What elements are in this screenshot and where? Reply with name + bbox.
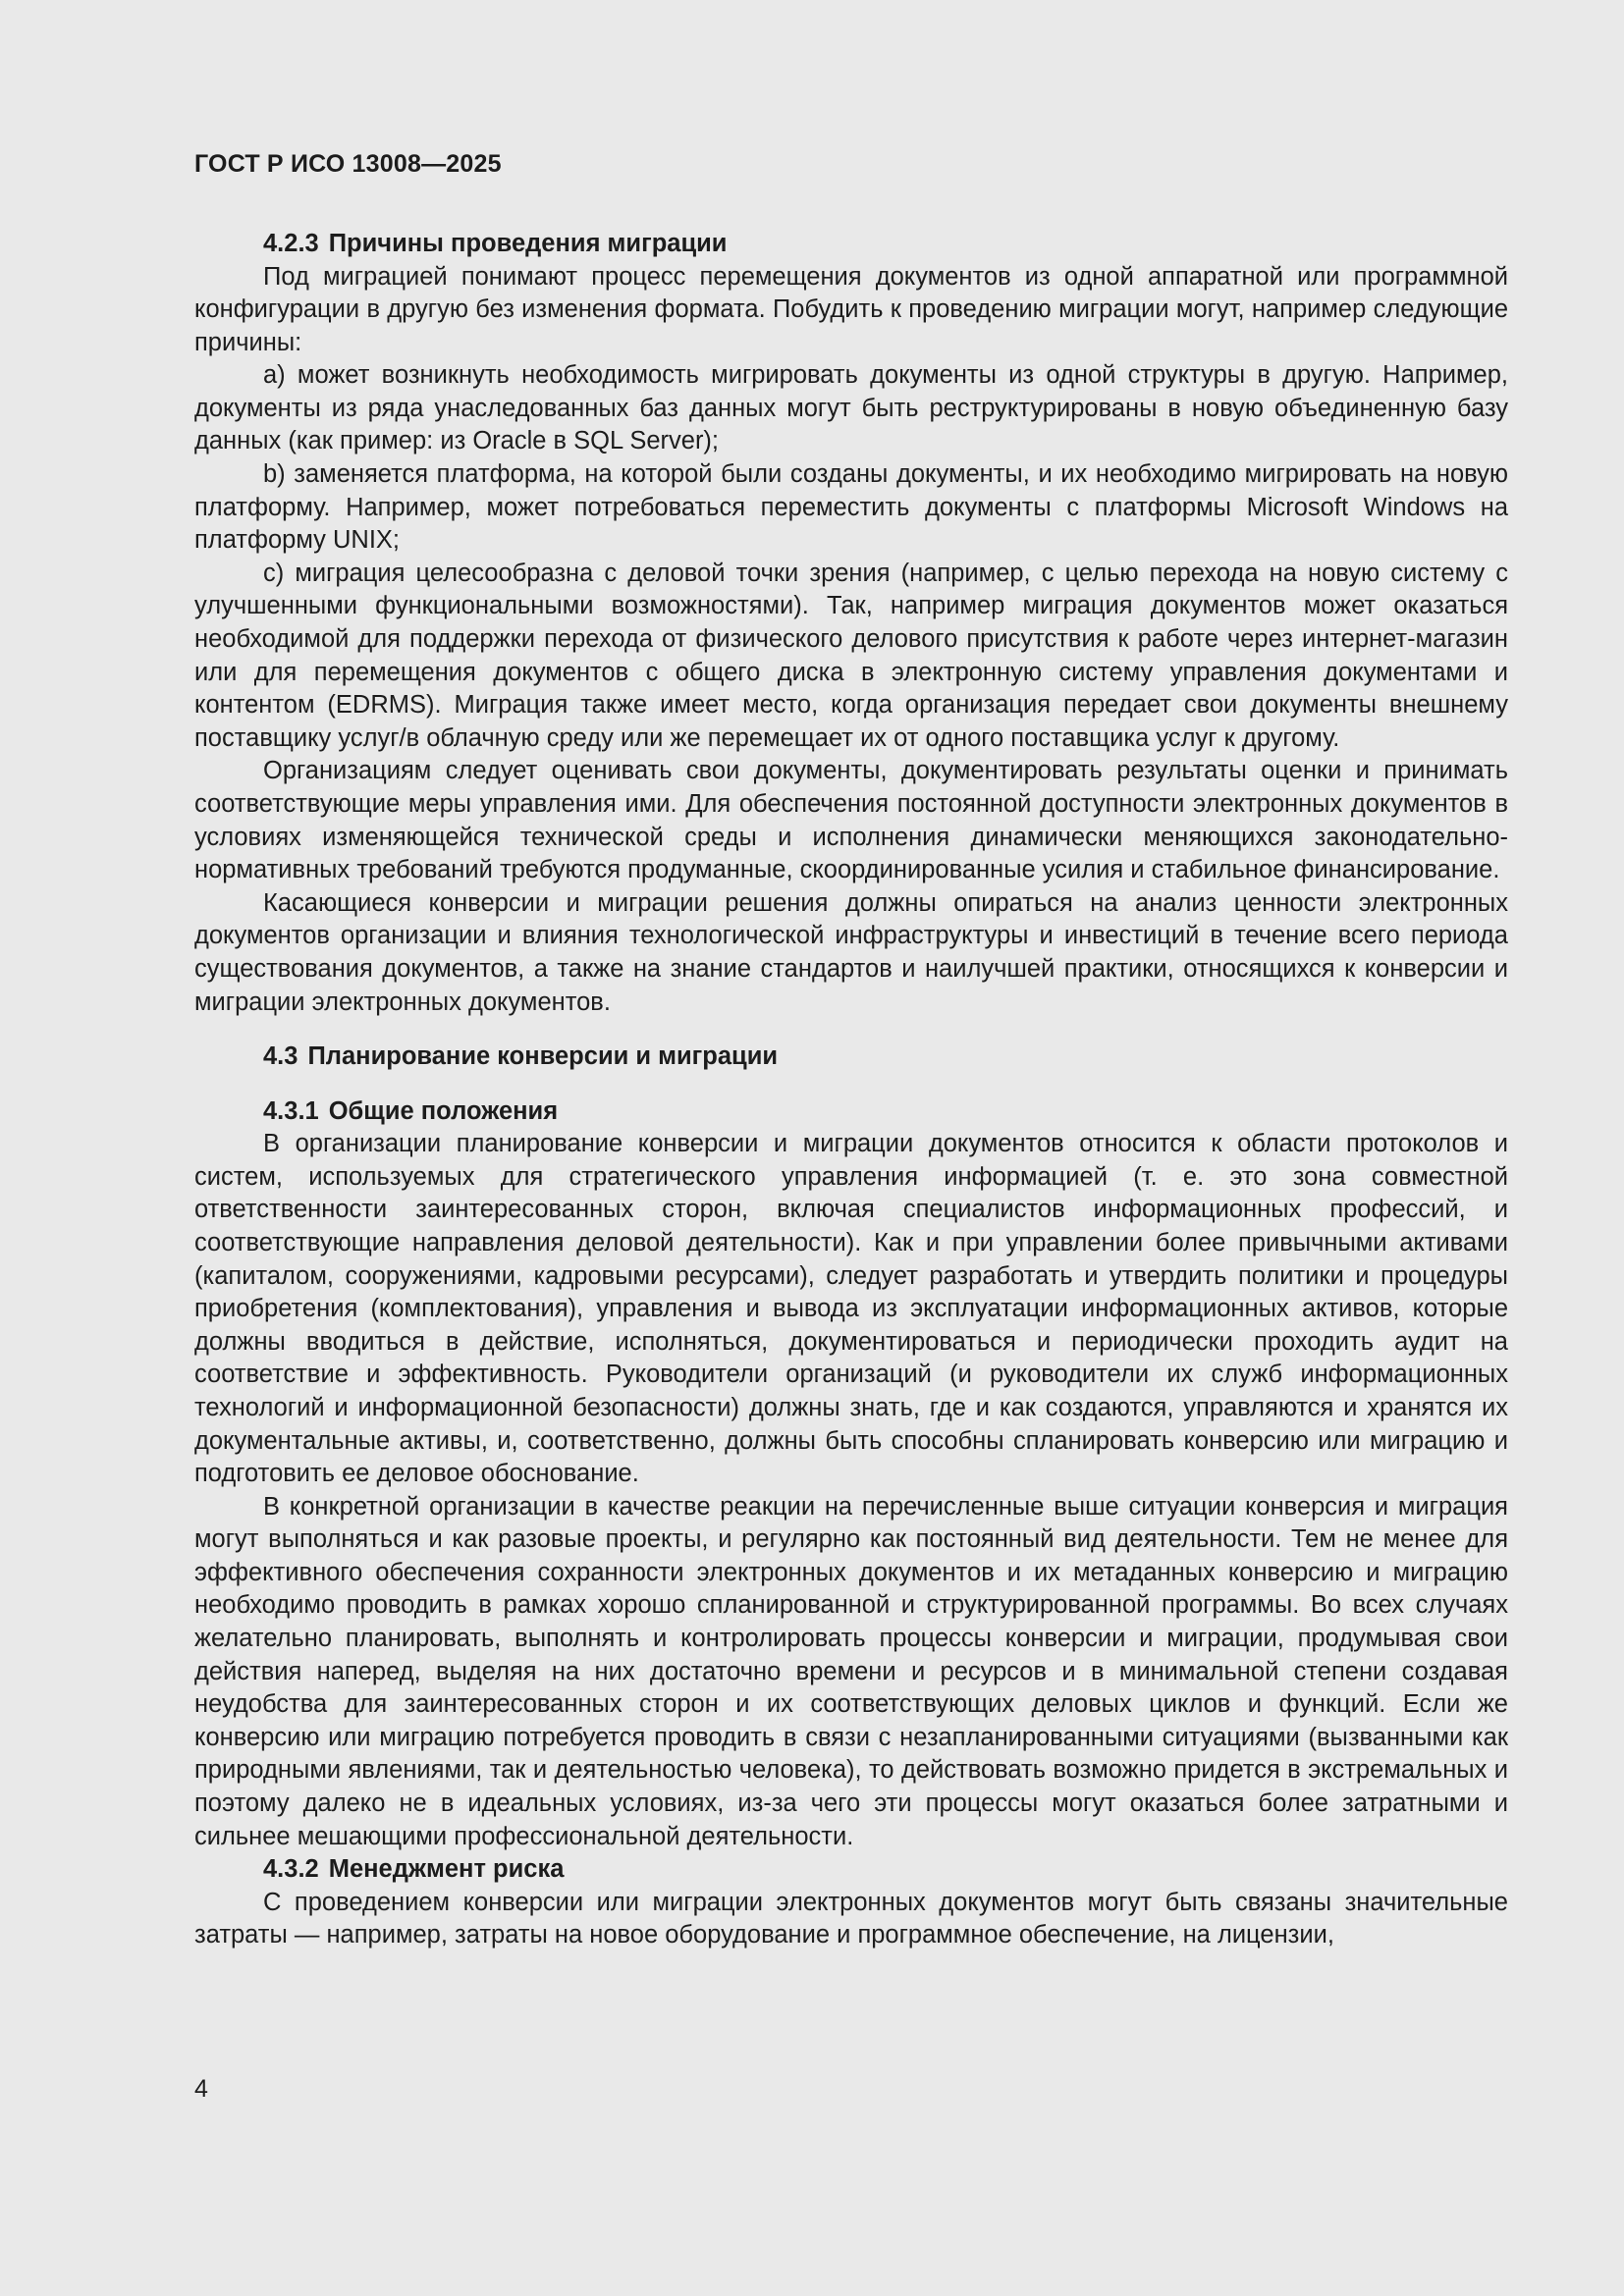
page-number: 4 [194, 2075, 208, 2103]
section-number: 4.2.3 [263, 230, 319, 257]
section-heading-4-3-2 [194, 1853, 1508, 1887]
section-number: 4.3.2 [263, 1855, 319, 1884]
paragraph: В конкретной организации в качестве реакции на перечисленные выше ситуации конверсия и миграция могут выполняться и как разовые проекты, и регулярно как постоянный вид деятельности. Тем не менее для эффективного обеспечения сохранности электронных документов и их метаданных конверсию и миграцию необходимо проводить в рамках хорошо спланированной и структурированной программы. Во всех случаях желательно планировать, выполнять и контролировать процессы конверсии и миграции, продумывая свои действия наперед, выделяя на них достаточно времени и ресурсов и в минимальной степени создавая неудобства для заинтересованных сторон и их соответствующих деловых циклов и функций. Если же конверсию или миграцию потребуется проводить в связи с незапланированными ситуациями (вызванными как природными явлениями, так и деятельностью человека), то действовать возможно придется в экстремальных и поэтому далеко не в идеальных условиях, из-за чего эти процессы могут оказаться более затратными и сильнее мешающими профессиональной деятельности. [194, 1492, 1508, 1850]
document-header: ГОСТ Р ИСО 13008—2025 [194, 150, 502, 178]
section-heading-4-3-1 [194, 1095, 1508, 1129]
list-item-c: c) миграция целесообразна с деловой точки зрения (например, с целью перехода на новую систему с улучшенными функциональными возможностями). Так, например миграция документов может оказаться необходимой для поддержки перехода от физического делового присутствия к работе через интернет-магазин или для перемещения документов с общего диска в электронную систему управления документами и контентом (EDRMS). Миграция также имеет место, когда организация передает свои документы внешнему поставщику услуг/в облачную среду или же перемещает их от одного поставщика услуг к другому. [194, 559, 1508, 752]
section-title: Планирование конверсии и миграции [307, 1042, 779, 1071]
section-number: 4.3.1 [263, 1096, 319, 1125]
paragraph: Касающиеся конверсии и миграции решения должны опираться на анализ ценности электронных документов организации и влияния технологической инфраструктуры и инвестиций в течение всего периода существования документов, а также на знание стандартов и наилучшей практики, относящихся к конверсии и миграции электронных документов. [194, 888, 1508, 1016]
section-title: Причины проведения миграции [328, 230, 728, 257]
paragraph: С проведением конверсии или миграции электронных документов могут быть связаны значительные затраты — например, затраты на новое оборудование и программное обеспечение, на лицензии, [194, 1888, 1508, 1949]
paragraph: Под миграцией понимают процесс перемещения документов из одной аппаратной или программной конфигурации в другую без изменения формата. Побудить к проведению миграции могут, например следующие причины: [194, 262, 1508, 356]
document-page [194, 147, 1508, 1952]
list-item-b: b) заменяется платформа, на которой были созданы документы, и их необходимо мигрировать на новую платформу. Например, может потребоваться переместить документы с платформы Microsoft Windows на платформу UNIX; [194, 460, 1508, 555]
section-title: Общие положения [328, 1096, 559, 1125]
section-heading-4-2-3 [194, 228, 1508, 261]
section-number: 4.3 [263, 1042, 298, 1071]
section-title: Менеджмент риска [328, 1855, 565, 1884]
paragraph: В организации планирование конверсии и миграции документов относится к области протоколов и систем, используемых для стратегического управления информацией (т. е. это зона совместной ответственности заинтересованных сторон, включая специалистов информационных профессий, и соответствующие направления деловой деятельности). Как и при управлении более привычными активами (капиталом, сооружениями, кадровыми ресурсами), следует разработать и утвердить политики и процедуры приобретения (комплектования), управления и вывода из эксплуатации информационных активов, которые должны вводиться в действие, исполняться, документироваться и периодически проходить аудит на соответствие и эффективность. Руководители организаций (и руководители их служб информационных технологий и информационной безопасности) должны знать, где и как создаются, управляются и хранятся их документальные активы, и, соответственно, должны быть способны спланировать конверсию или миграцию и подготовить ее деловое обоснование. [194, 1130, 1508, 1488]
list-item-a: a) может возникнуть необходимость мигрировать документы из одной структуры в другую. Например, документы из ряда унаследованных баз данных могут быть реструктурированы в новую объединенную базу данных (как пример: из Oracle в SQL Server); [194, 361, 1508, 455]
section-heading-4-3 [194, 1041, 1508, 1074]
paragraph: Организациям следует оценивать свои документы, документировать результаты оценки и принимать соответствующие меры управления ими. Для обеспечения постоянной доступности электронных документов в условиях изменяющейся технической среды и исполнения динамически меняющихся законодательно-нормативных требований требуются продуманные, скоординированные усилия и стабильное финансирование. [194, 757, 1508, 884]
